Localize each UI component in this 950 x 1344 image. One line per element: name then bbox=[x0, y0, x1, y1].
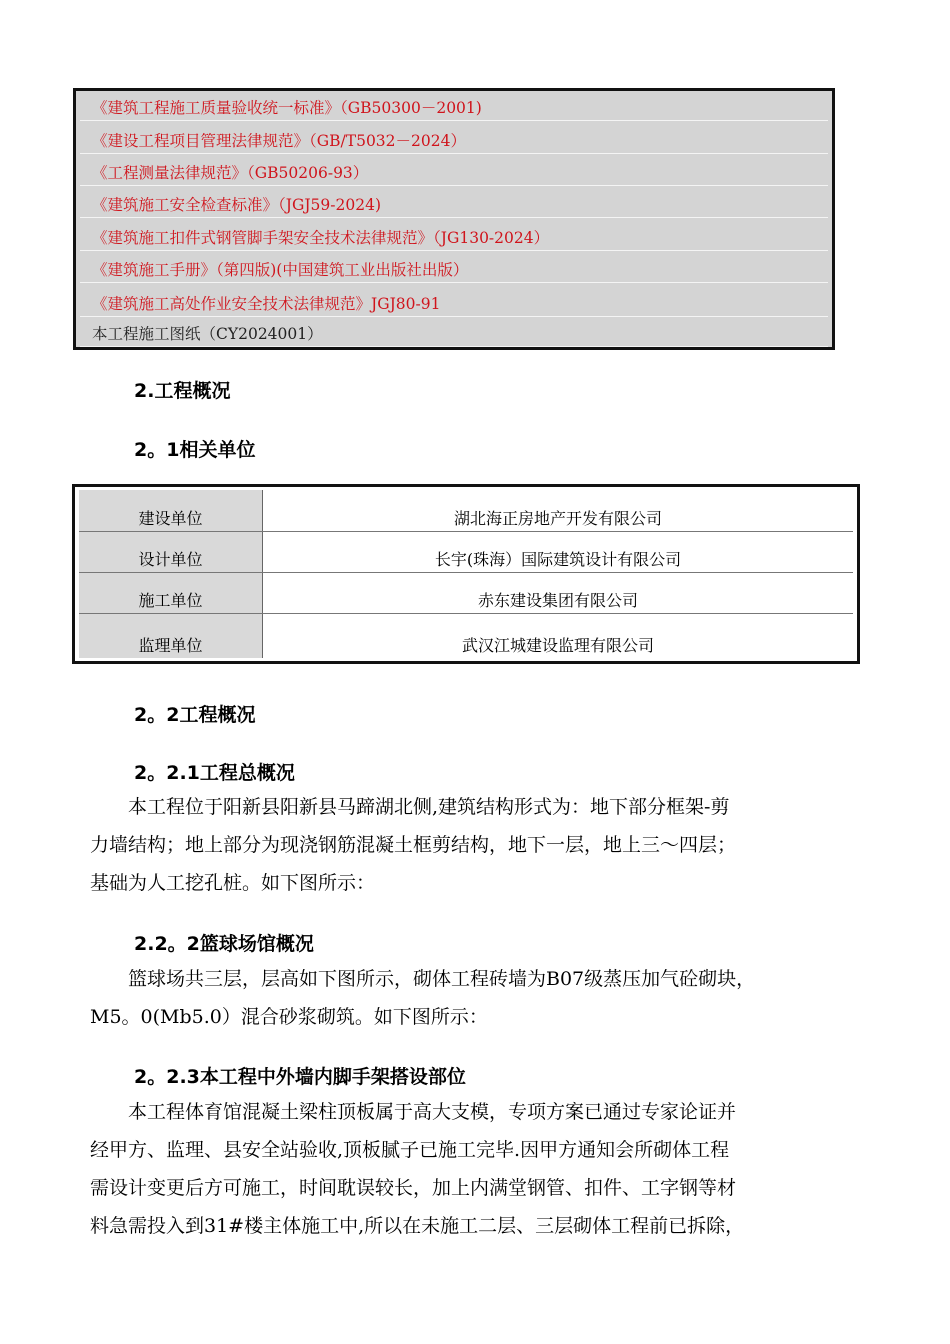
section-heading: 2。1相关单位 bbox=[134, 439, 256, 461]
text-line: 经甲方、监理、县安全站验收,顶板腻子已施工完毕.因甲方通知会所砌体工程 bbox=[90, 1139, 730, 1161]
units-table bbox=[72, 484, 860, 664]
section-heading: 2。2.1工程总概况 bbox=[134, 762, 295, 784]
unit-label: 建设单位 bbox=[79, 490, 263, 531]
standard-item: 《建筑施工安全检查标准》（JGJ59-2024) bbox=[80, 192, 828, 218]
text-line: 料急需投入到31#楼主体施工中,所以在未施工二层、三层砌体工程前已拆除， bbox=[90, 1215, 745, 1237]
table-row bbox=[79, 573, 853, 614]
text-line: 力墙结构；地上部分为现浇钢筋混凝土框剪结构，地下一层，地上三～四层； bbox=[90, 834, 737, 856]
section-heading: 2。2工程概况 bbox=[134, 704, 256, 726]
table-row bbox=[79, 614, 853, 658]
unit-label: 监理单位 bbox=[79, 614, 263, 658]
table-row bbox=[79, 490, 853, 532]
standard-item: 《建筑施工扣件式钢管脚手架安全技术法律规范》（JG130-2024） bbox=[80, 225, 828, 251]
unit-value: 武汉江城建设监理有限公司 bbox=[461, 636, 654, 655]
text-line: 基础为人工挖孔桩。如下图所示： bbox=[90, 872, 376, 894]
unit-value: 长宇(珠海）国际建筑设计有限公司 bbox=[434, 550, 682, 569]
unit-value: 赤东建设集团有限公司 bbox=[477, 591, 638, 610]
paragraph-general bbox=[90, 788, 860, 902]
unit-label: 设计单位 bbox=[79, 532, 263, 572]
standard-item: 《建筑工程施工质量验收统一标准》（GB50300－2001) bbox=[80, 95, 828, 121]
text-line: 需设计变更后方可施工，时间耽误较长，加上内满堂钢管、扣件、工字钢等材 bbox=[90, 1177, 737, 1199]
text-line: 本工程位于阳新县阳新县马蹄湖北侧,建筑结构形式为：地下部分框架-剪 bbox=[90, 796, 730, 818]
standards-table bbox=[73, 88, 835, 350]
text-line: 本工程体育馆混凝土梁柱顶板属于高大支模，专项方案已通过专家论证并 bbox=[90, 1101, 737, 1123]
section-heading: 2.工程概况 bbox=[134, 380, 231, 402]
text-line: M5。0(Mb5.0）混合砂浆砌筑。如下图所示： bbox=[90, 1006, 488, 1028]
section-heading: 2.2。2篮球场馆概况 bbox=[134, 933, 314, 955]
standard-item: 《建筑施工手册》（第四版)(中国建筑工业出版社出版） bbox=[80, 257, 828, 283]
text-line: 篮球场共三层，层高如下图所示，砌体工程砖墙为B07级蒸压加气砼砌块， bbox=[90, 968, 756, 990]
paragraph-basketball bbox=[90, 960, 860, 1036]
table-row bbox=[79, 532, 853, 573]
paragraph-scaffold bbox=[90, 1093, 860, 1245]
standard-item: 《工程测量法律规范》（GB50206-93） bbox=[80, 160, 828, 186]
unit-label: 施工单位 bbox=[79, 573, 263, 613]
standard-item: 《建筑施工高处作业安全技术法律规范》JGJ80-91 bbox=[80, 291, 828, 317]
standard-item: 本工程施工图纸（CY2024001） bbox=[80, 321, 828, 347]
section-heading: 2。2.3本工程中外墙内脚手架搭设部位 bbox=[134, 1066, 466, 1088]
unit-value: 湖北海正房地产开发有限公司 bbox=[453, 509, 662, 528]
standard-item: 《建设工程项目管理法律规范》（GB/T5032－2024） bbox=[80, 128, 828, 154]
